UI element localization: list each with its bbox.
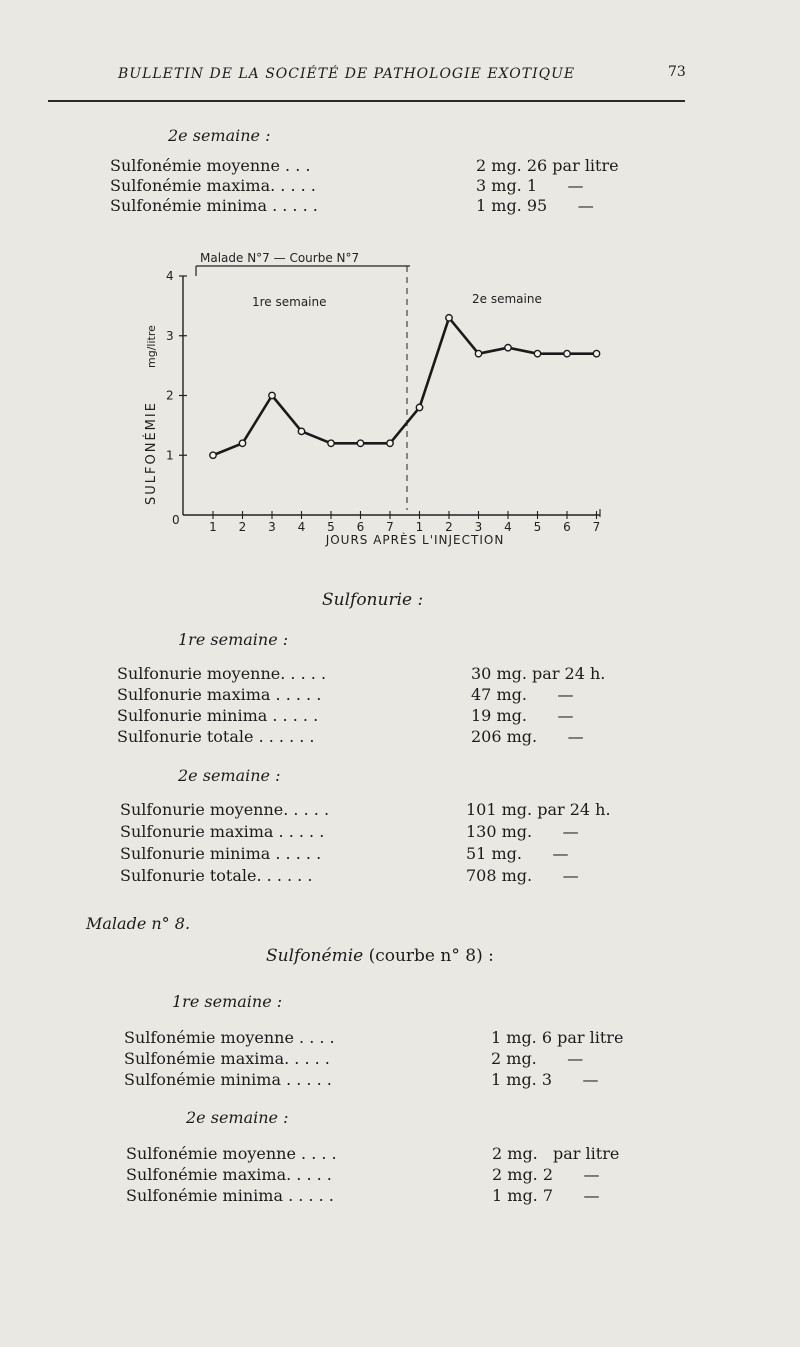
- y-tick-label: 0: [172, 513, 180, 527]
- chart-title: Malade N°7 — Courbe N°7: [200, 251, 360, 265]
- y-axis-label: SULFONÉMIE: [144, 401, 159, 505]
- data-point: [416, 404, 422, 410]
- table-row: [126, 1144, 686, 1164]
- row-value: 19 mg. —: [471, 706, 574, 725]
- table-row: [126, 1165, 686, 1185]
- row-label: Sulfonurie moyenne. . . . .: [117, 664, 327, 683]
- table-row: [117, 706, 677, 726]
- row-label: Sulfonémie maxima. . . . .: [126, 1165, 332, 1184]
- malade8-week2-heading: 2e semaine :: [186, 1108, 289, 1127]
- table-row: [120, 866, 680, 886]
- table-row: [124, 1049, 684, 1069]
- row-value: 2 mg. par litre: [492, 1144, 620, 1163]
- data-point: [593, 350, 599, 356]
- data-point: [564, 350, 570, 356]
- row-label: Sulfonémie moyenne . . . .: [126, 1144, 337, 1163]
- row-value: 2 mg. —: [491, 1049, 584, 1068]
- week2-heading: 2e semaine :: [168, 126, 271, 145]
- malade8-week1-heading: 1re semaine :: [172, 992, 283, 1011]
- x-tick-label: 5: [533, 520, 542, 534]
- data-point: [328, 440, 334, 446]
- row-label: Sulfonurie minima . . . . .: [120, 844, 322, 863]
- row-value: 130 mg. —: [466, 822, 579, 841]
- row-value: 708 mg. —: [466, 866, 579, 885]
- row-label: Sulfonémie moyenne . . .: [110, 156, 311, 175]
- x-tick-label: 4: [504, 520, 512, 534]
- row-value: 1 mg. 7 —: [492, 1186, 600, 1205]
- table-row: [124, 1028, 684, 1048]
- x-tick-label: 2: [445, 520, 453, 534]
- y-tick-label: 3: [166, 328, 174, 343]
- x-tick-label: 1: [415, 520, 424, 534]
- x-tick-label: 1: [209, 520, 217, 534]
- row-value: 3 mg. 1 —: [476, 176, 584, 195]
- x-tick-label: 3: [268, 520, 276, 534]
- table-row: [120, 822, 680, 842]
- malade-8-subtitle: [266, 946, 494, 966]
- table-row: [124, 1070, 684, 1090]
- subtitle-rest: (courbe n° 8) :: [363, 946, 494, 966]
- x-tick-label: 4: [297, 520, 306, 534]
- row-label: Sulfonurie totale . . . . . .: [117, 727, 315, 746]
- data-point: [357, 440, 363, 446]
- data-point: [210, 452, 216, 458]
- data-point: [446, 315, 452, 321]
- row-label: Sulfonémie maxima. . . . .: [110, 176, 316, 195]
- y-tick-label: 4: [166, 269, 174, 283]
- table-row: [117, 727, 677, 747]
- y-axis-unit: mg/litre: [145, 325, 158, 368]
- page-number: 73: [668, 64, 686, 80]
- sulfonurie-week1-heading: 1re semaine :: [178, 630, 289, 649]
- data-point: [475, 350, 481, 356]
- row-label: Sulfonurie moyenne. . . . .: [120, 800, 330, 819]
- data-point: [505, 345, 511, 351]
- series-line: [213, 318, 597, 455]
- row-value: 30 mg. par 24 h.: [471, 664, 606, 683]
- row-value: 101 mg. par 24 h.: [466, 800, 611, 819]
- row-label: Sulfonurie maxima . . . . .: [120, 822, 325, 841]
- sulfonurie-week2-heading: 2e semaine :: [178, 766, 281, 785]
- data-point: [387, 440, 393, 446]
- x-tick-label: 2: [238, 520, 247, 534]
- table-row: [117, 685, 677, 705]
- x-tick-label: 6: [356, 520, 365, 534]
- x-tick-label: 7: [386, 520, 394, 534]
- row-label: Sulfonémie minima . . . . .: [124, 1070, 332, 1089]
- table-row: [126, 1186, 686, 1206]
- table-row: [120, 844, 680, 864]
- sulfonurie-title: Sulfonurie :: [322, 590, 424, 610]
- row-value: 1 mg. 6 par litre: [491, 1028, 624, 1047]
- row-label: Sulfonémie minima . . . . .: [110, 196, 318, 215]
- row-value: 2 mg. 2 —: [492, 1165, 600, 1184]
- data-point: [534, 350, 540, 356]
- annotation-week1: 1re semaine: [252, 295, 327, 309]
- row-value: 47 mg. —: [471, 685, 574, 704]
- y-tick-label: 2: [166, 388, 174, 403]
- running-title: BULLETIN DE LA SOCIÉTÉ DE PATHOLOGIE EXOTIQUE: [118, 66, 576, 82]
- x-axis-label: JOURS APRÈS L'INJECTION: [325, 533, 505, 547]
- row-value: 1 mg. 3 —: [491, 1070, 599, 1089]
- sulfonemie-chart: [0, 0, 800, 560]
- data-point: [298, 428, 304, 434]
- row-value: 51 mg. —: [466, 844, 569, 863]
- row-label: Sulfonurie totale. . . . . .: [120, 866, 313, 885]
- x-tick-label: 7: [592, 520, 601, 534]
- row-label: Sulfonémie maxima. . . . .: [124, 1049, 330, 1068]
- table-row: [120, 800, 680, 820]
- row-label: Sulfonurie maxima . . . . .: [117, 685, 322, 704]
- malade-8-title: Malade n° 8.: [86, 914, 191, 933]
- data-point: [239, 440, 245, 446]
- row-value: 1 mg. 95 —: [476, 196, 594, 215]
- y-tick-label: 1: [166, 448, 174, 463]
- data-point: [269, 392, 275, 398]
- x-tick-label: 5: [327, 520, 335, 534]
- row-label: Sulfonémie minima . . . . .: [126, 1186, 334, 1205]
- row-label: Sulfonurie minima . . . . .: [117, 706, 319, 725]
- table-row: [117, 664, 677, 684]
- annotation-week2: 2e semaine: [472, 292, 542, 306]
- row-label: Sulfonémie moyenne . . . .: [124, 1028, 335, 1047]
- subtitle-italic: Sulfonémie: [266, 946, 364, 966]
- x-tick-label: 3: [474, 520, 483, 534]
- x-tick-label: 6: [563, 520, 571, 534]
- row-value: 206 mg. —: [471, 727, 584, 746]
- row-value: 2 mg. 26 par litre: [476, 156, 619, 175]
